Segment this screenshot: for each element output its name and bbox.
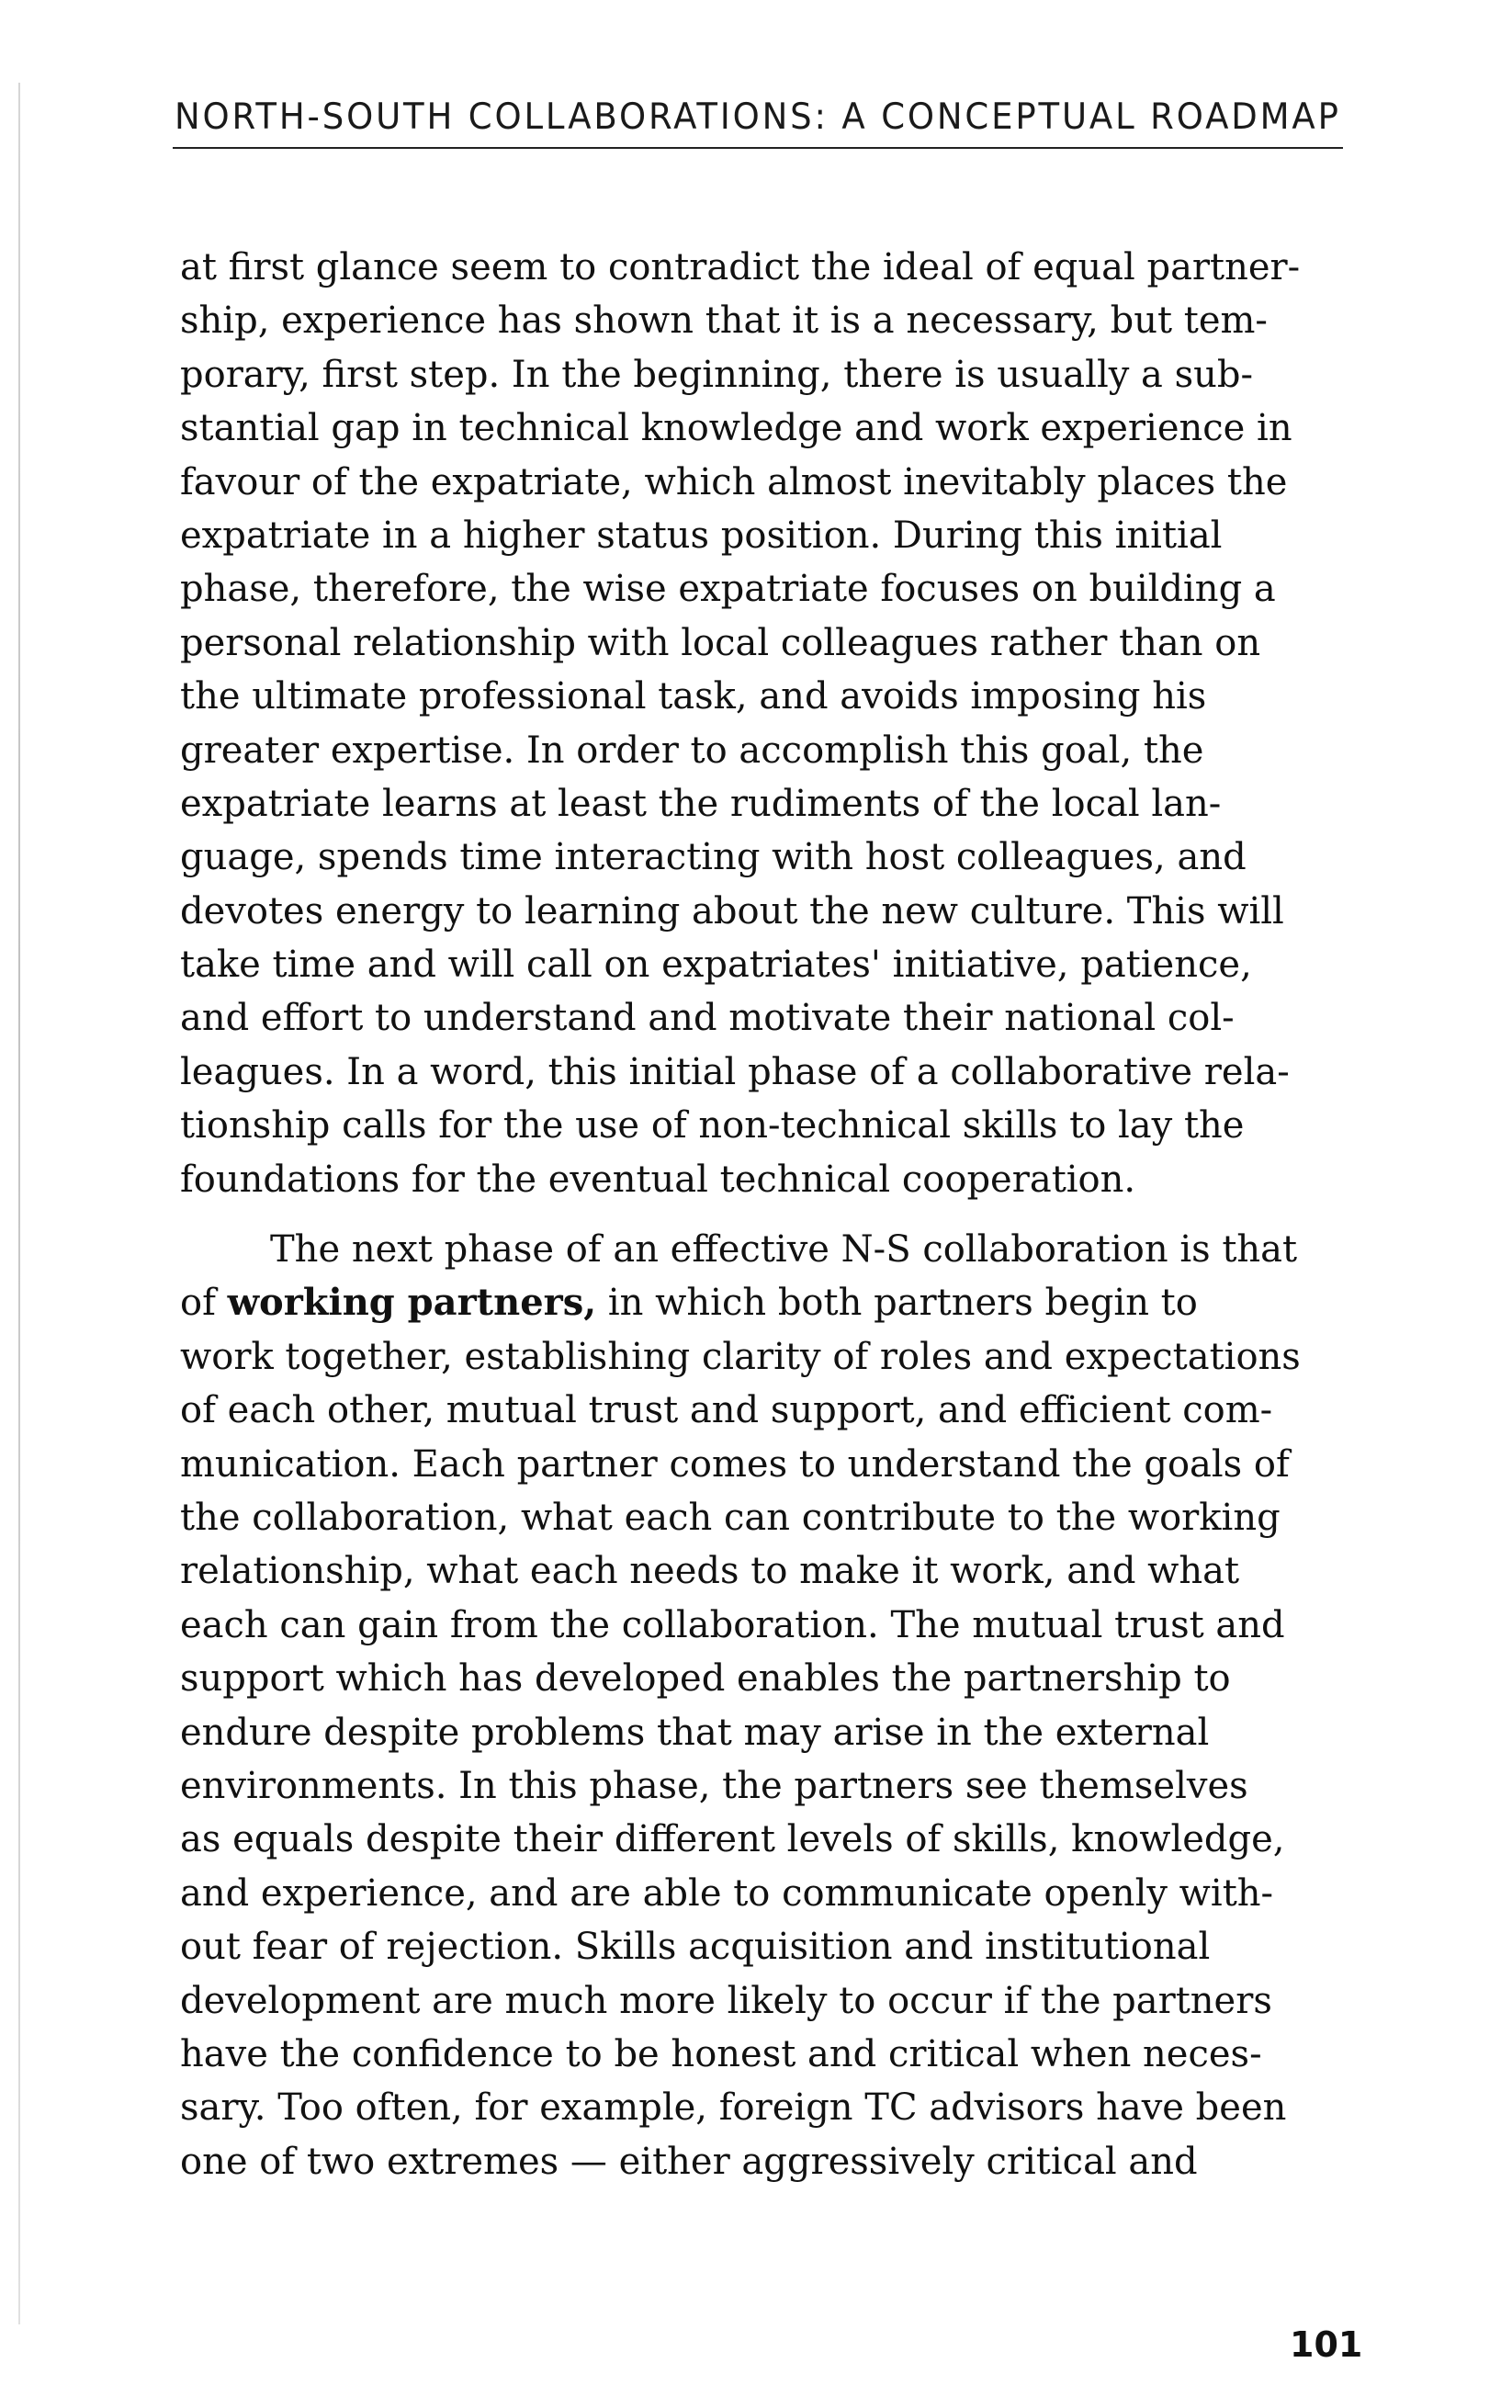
text-line: have the confidence to be honest and critical when neces- bbox=[180, 2032, 1262, 2075]
text-line: expatriate in a higher status position. During this initial bbox=[180, 514, 1223, 557]
paragraph-2 bbox=[180, 1223, 1347, 2188]
page-binding-edge bbox=[18, 83, 20, 2324]
text-line: one of two extremes — either aggressively critical and bbox=[180, 2140, 1198, 2183]
body-text bbox=[180, 241, 1347, 2188]
text-line: personal relationship with local colleagues rather than on bbox=[180, 621, 1261, 664]
text-line: ship, experience has shown that it is a necessary, but tem- bbox=[180, 300, 1268, 343]
text-line: of each other, mutual trust and support, and efficient com- bbox=[180, 1389, 1273, 1432]
text-line: support which has developed enables the partnership to bbox=[180, 1657, 1231, 1701]
text-line: sary. Too often, for example, foreign TC advisors have been bbox=[180, 2086, 1287, 2130]
text-line: as equals despite their different levels of skills, knowledge, bbox=[180, 1818, 1285, 1861]
paragraph-spacer bbox=[180, 1206, 1347, 1223]
text-run: in which both partners begin to bbox=[596, 1282, 1198, 1325]
text-line: stantial gap in technical knowledge and work experience in bbox=[180, 407, 1292, 450]
text-line: each can gain from the collaboration. The mutual trust and bbox=[180, 1603, 1285, 1646]
text-line: guage, spends time interacting with host colleagues, and bbox=[180, 836, 1247, 879]
text-line: leagues. In a word, this initial phase of a collaborative rela- bbox=[180, 1050, 1290, 1093]
text-line: development are much more likely to occur if the partners bbox=[180, 1979, 1272, 2022]
text-line: and experience, and are able to communicate openly with- bbox=[180, 1871, 1274, 1915]
text-line: at first glance seem to contradict the ideal of equal partner- bbox=[180, 246, 1301, 288]
text-line: favour of the expatriate, which almost inevitably places the bbox=[180, 460, 1288, 503]
bold-term: working partners, bbox=[227, 1281, 597, 1325]
header-rule bbox=[173, 147, 1343, 149]
text-line: expatriate learns at least the rudiments of the local lan- bbox=[180, 782, 1222, 825]
text-line: the collaboration, what each can contribute to the working bbox=[180, 1496, 1281, 1539]
paragraph-1 bbox=[180, 241, 1347, 1206]
text-line: devotes energy to learning about the new culture. This will bbox=[180, 889, 1284, 933]
text-line: greater expertise. In order to accomplish this goal, the bbox=[180, 729, 1204, 772]
page-number: 101 bbox=[1290, 2324, 1363, 2365]
text-line: the ultimate professional task, and avoids imposing his bbox=[180, 675, 1207, 718]
text-line bbox=[180, 1276, 1347, 1329]
text-line: take time and will call on expatriates' initiative, patience, bbox=[180, 944, 1252, 987]
text-line: environments. In this phase, the partners see themselves bbox=[180, 1764, 1248, 1807]
text-line: munication. Each partner comes to understand the goals of bbox=[180, 1442, 1290, 1486]
text-line: and effort to understand and motivate their national col- bbox=[180, 997, 1235, 1040]
text-line: endure despite problems that may arise in the external bbox=[180, 1711, 1210, 1754]
running-header: NORTH-SOUTH COLLABORATIONS: A CONCEPTUAL ROADMAP bbox=[175, 96, 1341, 138]
text-line: phase, therefore, the wise expatriate focuses on building a bbox=[180, 568, 1276, 611]
text-line: porary, first step. In the beginning, there is usually a sub- bbox=[180, 353, 1254, 396]
text-run: of bbox=[180, 1282, 228, 1325]
text-line: out fear of rejection. Skills acquisition and institutional bbox=[180, 1926, 1211, 1969]
text-line: tionship calls for the use of non-technical skills to lay the bbox=[180, 1104, 1245, 1147]
text-line: relationship, what each needs to make it work, and what bbox=[180, 1550, 1240, 1593]
text-line: The next phase of an effective N-S collaboration is that bbox=[270, 1228, 1298, 1272]
text-line: work together, establishing clarity of roles and expectations bbox=[180, 1335, 1301, 1378]
text-line: foundations for the eventual technical cooperation. bbox=[180, 1158, 1136, 1201]
